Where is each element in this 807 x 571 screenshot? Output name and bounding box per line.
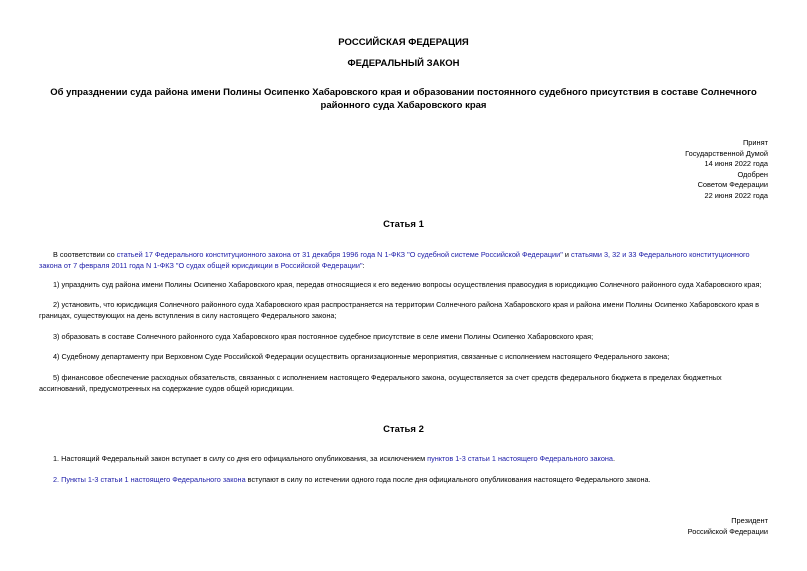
intro-text-pre: В соответствии со [53, 250, 117, 259]
adoption-council-date: 22 июня 2022 года [704, 190, 768, 200]
law-type-heading: ФЕДЕРАЛЬНЫЙ ЗАКОН [347, 58, 460, 69]
intro-text-post: : [362, 260, 365, 270]
article-1-heading: Статья 1 [383, 219, 424, 230]
article-1-item-2: 2) установить, что юрисдикция Солнечного районного суда Хабаровского края распространяется на территории Солнечного района Хабаровского края и района имени Полины Осипенко Хабаровского края в границах, существующих на день вступления в силу настоящего Федерального закона; [39, 300, 759, 320]
signature-title: Президент [731, 516, 768, 525]
article-2-heading: Статья 2 [383, 424, 424, 435]
article-2-paragraph-1 [39, 454, 769, 465]
adoption-duma: Государственной Думой [685, 148, 768, 158]
article-2-paragraph-2 [39, 475, 769, 486]
p1-text-post: . [612, 454, 616, 463]
signature-block [688, 516, 768, 537]
adoption-block [685, 138, 768, 201]
law-link-art3-32-33[interactable]: статьями 3, 32 и 33 Федерального конституционного закона от 7 февраля 2011 года N 1-ФКЗ "О судах общей юрисдикции в Российской Федерации" [39, 250, 750, 270]
law-title: Об упразднении суда района имени Полины Осипенко Хабаровского края и образовании постоянного судебного присутствия в составе Солнечного районного суда Хабаровского края [50, 87, 757, 111]
p2-text-post: вступают в силу по истечении одного года после дня официального опубликования настоящего Федерального закона. [245, 475, 651, 484]
adoption-approved: Одобрен [737, 169, 768, 179]
adoption-duma-date: 14 июня 2022 года [704, 159, 768, 168]
article-1-item-3: 3) образовать в составе Солнечного районного суда Хабаровского края постоянное судебное присутствие в селе имени Полины Осипенко Хабаровского края; [53, 332, 594, 341]
adoption-accepted: Принят [742, 138, 768, 147]
article-1-item-1: 1) упразднить суд района имени Полины Осипенко Хабаровского края, передав относящиеся к его ведению вопросы осуществления правосудия в юрисдикцию Солнечного районного суда Хабаровского края; [53, 280, 762, 289]
article-1-item-4: 4) Судебному департаменту при Верховном Суде Российской Федерации осуществить организационные мероприятия, связанные с исполнением настоящего Федерального закона; [53, 352, 670, 361]
law-link-items-1-3-p2[interactable]: 2. Пункты 1-3 статьи 1 настоящего Федерального закона [53, 475, 246, 484]
signature-country: Российской Федерации [687, 526, 768, 536]
law-link-art17[interactable]: статьей 17 Федерального конституционного закона от 31 декабря 1996 года N 1-ФКЗ "О судебной системе Российской Федерации" [116, 250, 563, 259]
article-1-item-5: 5) финансовое обеспечение расходных обязательств, связанных с исполнением настоящего Федерального закона, осуществляется за счет средств федерального бюджета в пределах бюджетных ассигнований, предусмотренных на содержание судов общей юрисдикции. [39, 373, 722, 393]
law-link-items-1-3[interactable]: пунктов 1-3 статьи 1 настоящего Федерального закона [427, 454, 613, 463]
p1-text-pre: 1. Настоящий Федеральный закон вступает в силу со дня его официального опубликования, за исключением [53, 454, 428, 463]
country-heading: РОССИЙСКАЯ ФЕДЕРАЦИЯ [338, 37, 469, 48]
article-1-intro [39, 250, 769, 271]
intro-text-mid: и [562, 250, 571, 259]
adoption-federation-council: Советом Федерации [697, 180, 768, 189]
